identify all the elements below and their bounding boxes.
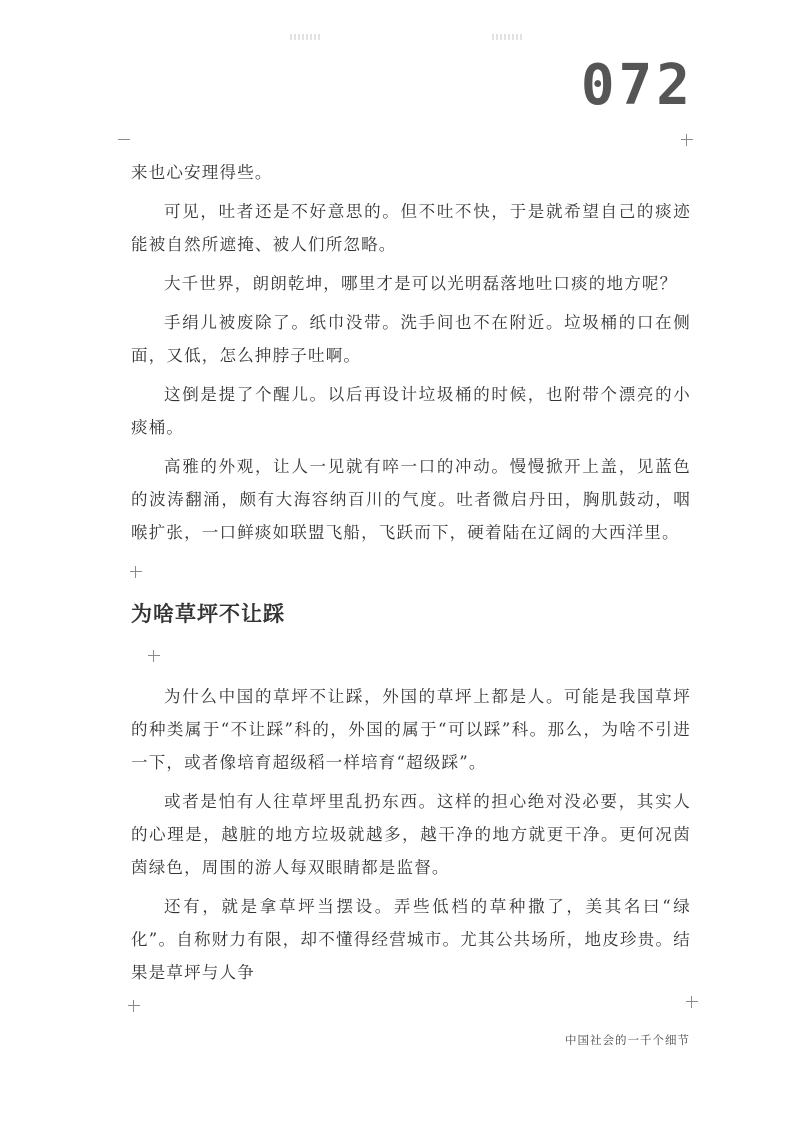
scan-smudge-left [290, 34, 320, 40]
paragraph: 手绢儿被废除了。纸巾没带。洗手间也不在附近。垃圾桶的口在侧面，又低，怎么抻脖子吐啊。 [131, 313, 691, 365]
paragraph: 来也心安理得些。 [131, 163, 273, 182]
running-footer-book-title: 中国社会的一千个细节 [565, 1033, 690, 1047]
crop-mark-bottom-right [686, 996, 698, 1008]
paragraph: 可见，吐者还是不好意思的。但不吐不快，于是就希望自己的痰迹能被自然所遮掩、被人们所忽略。 [131, 202, 691, 254]
paragraph: 或者是怕有人往草坪里乱扔东西。这样的担心绝对没必要，其实人的心理是，越脏的地方垃圾就越多，越干净的地方就更干净。更何况茵茵绿色，周围的游人每双眼睛都是监督。 [131, 792, 691, 877]
scan-smudge-right [492, 34, 522, 40]
crop-mark-mid-lower [148, 650, 160, 662]
paragraph: 高雅的外观，让人一见就有啐一口的冲动。慢慢掀开上盖，见蓝色的波涛翻涌，颇有大海容纳百川的气度。吐者微启丹田，胸肌鼓动，咽喉扩张，一口鲜痰如联盟飞船，飞跃而下，硬着陆在辽阔的大西洋里。 [131, 457, 691, 542]
paragraph: 还有，就是拿草坪当摆设。弄些低档的草种撒了，美其名曰“绿化”。自称财力有限，却不懂得经营城市。尤其公共场所，地皮珍贵。结果是草坪与人争 [131, 897, 691, 982]
paragraph: 为什么中国的草坪不让踩，外国的草坪上都是人。可能是我国草坪的种类属于“不让踩”科的，外国的属于“可以踩”科。那么，为啥不引进一下，或者像培育超级稻一样培育“超级踩”。 [131, 687, 691, 772]
crop-mark-top-right [681, 134, 693, 146]
paragraph: 大千世界，朗朗乾坤，哪里才是可以光明磊落地吐口痰的地方呢？ [164, 274, 678, 293]
lawn-section-text [131, 680, 691, 989]
crop-mark-top-left [118, 134, 130, 146]
top-section-text [131, 156, 691, 549]
paragraph: 这倒是提了个醒儿。以后再设计垃圾桶的时候，也附带个漂亮的小痰桶。 [131, 385, 691, 437]
page-number: 072 [580, 53, 694, 118]
section-heading: 为啥草坪不让踩 [131, 602, 285, 626]
crop-mark-mid-upper [130, 566, 142, 578]
crop-mark-bottom-left [128, 1000, 140, 1012]
